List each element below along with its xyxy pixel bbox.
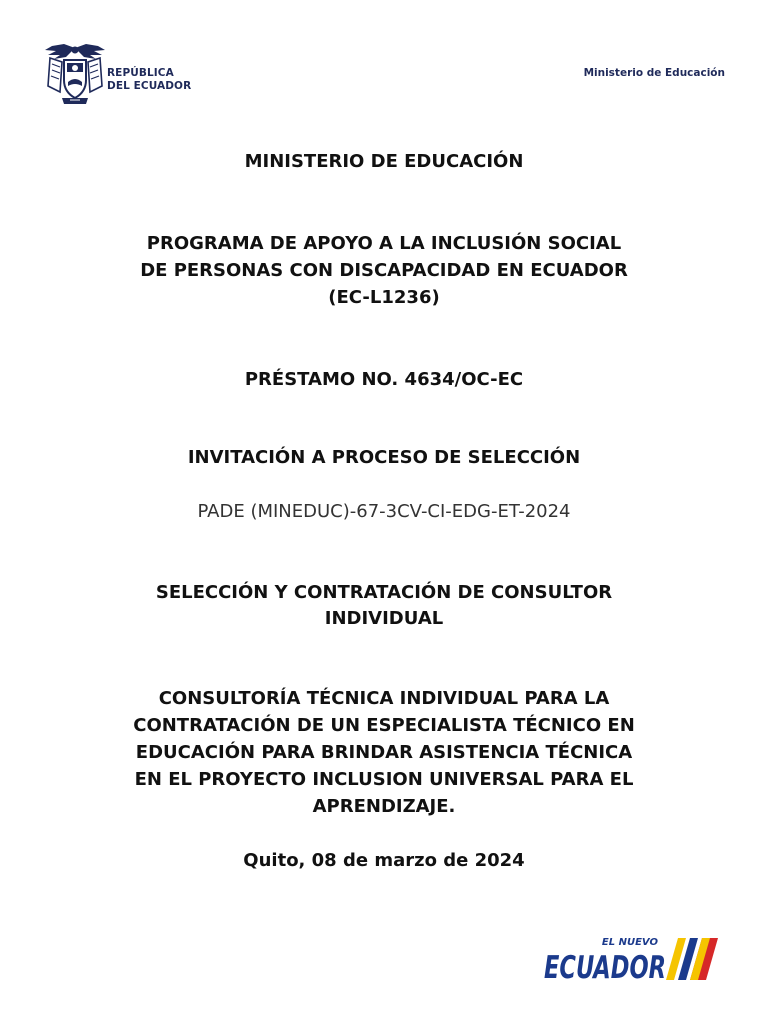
- ministry-header-label: Ministerio de Educación: [583, 67, 725, 79]
- consultancy-line-4: EN EL PROYECTO INCLUSION UNIVERSAL PARA EL: [134, 769, 634, 790]
- consultancy-line-3: EDUCACIÓN PARA BRINDAR ASISTENCIA TÉCNICA: [135, 742, 633, 763]
- logo-small-text: EL NUEVO: [601, 937, 658, 948]
- logo-main-text: ECUADOR: [544, 950, 666, 986]
- program-title-line-1: PROGRAMA DE APOYO A LA INCLUSIÓN SOCIAL: [146, 233, 622, 254]
- program-title-line-2: DE PERSONAS CON DISCAPACIDAD EN ECUADOR: [140, 260, 628, 281]
- document-header: [0, 0, 768, 120]
- republic-line-1: REPÚBLICA: [107, 67, 174, 79]
- republic-label: [107, 67, 191, 93]
- selection-line-2: INDIVIDUAL: [324, 608, 444, 629]
- flag-stripes-icon: [666, 938, 718, 980]
- process-code: PADE (MINEDUC)-67-3CV-CI-EDG-ET-2024: [197, 501, 571, 522]
- consultancy-line-1: CONSULTORÍA TÉCNICA INDIVIDUAL PARA LA: [158, 688, 610, 709]
- el-nuevo-ecuador-logo: [540, 930, 730, 990]
- ministry-title: MINISTERIO DE EDUCACIÓN: [244, 151, 524, 172]
- loan-number: PRÉSTAMO NO. 4634/OC-EC: [244, 369, 524, 390]
- consultancy-line-5: APRENDIZAJE.: [312, 796, 456, 817]
- program-code: (EC-L1236): [328, 287, 440, 308]
- coat-of-arms-icon: [42, 42, 108, 108]
- invitation-heading: INVITACIÓN A PROCESO DE SELECCIÓN: [187, 447, 581, 468]
- selection-line-1: SELECCIÓN Y CONTRATACIÓN DE CONSULTOR: [155, 582, 613, 603]
- document-date: Quito, 08 de marzo de 2024: [243, 850, 525, 871]
- republic-line-2: DEL ECUADOR: [107, 80, 192, 92]
- consultancy-line-2: CONTRATACIÓN DE UN ESPECIALISTA TÉCNICO EN: [133, 715, 635, 736]
